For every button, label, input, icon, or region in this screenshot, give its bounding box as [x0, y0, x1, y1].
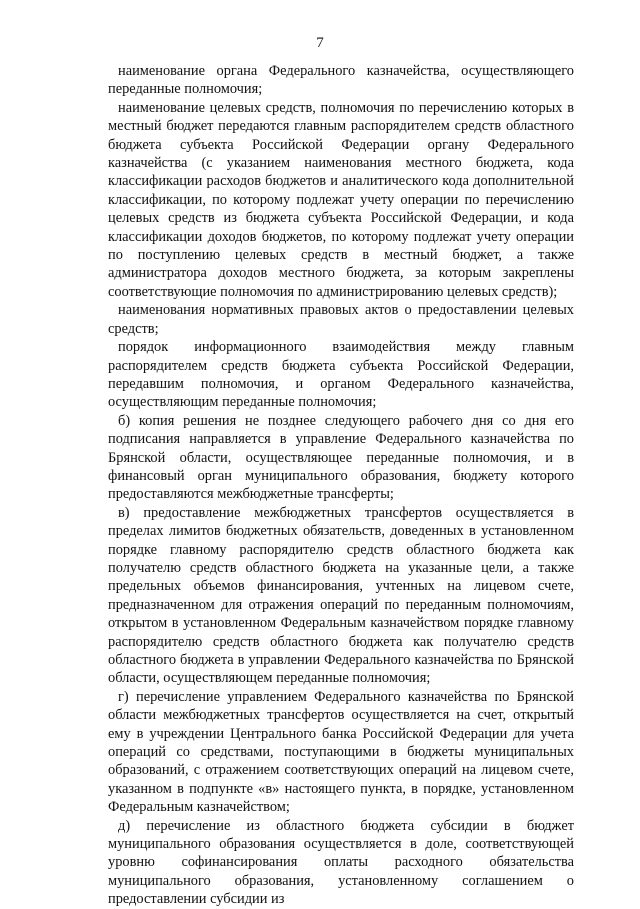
page-number: 7	[316, 35, 324, 51]
paragraph-item-v: в) предоставление межбюджетных трансфертов осуществляется в пределах лимитов бюджетных обязательств, доведенных в установленном порядке главному распорядителю средств областного бюджета как получателю средств областного бюджета на указанные цели, а также предельных объемов финансирования, учтенных на лицевом счете, предназначенном для отражения операций по переданным полномочиям, открытом в установленном Федеральным казначейством порядке главному распорядителю средств областного бюджета как получателю средств областного бюджета в управлении Федерального казначейства по Брянской области, осуществляющем переданные полномочия;	[108, 504, 574, 687]
paragraph-item-d: д) перечисление из областного бюджета субсидии в бюджет муниципального образования осуществляется в доле, соответствующей уровню софинансирования оплаты расходного обязательства муниципального образования, установленному соглашением о предоставлении субсидии из	[108, 817, 574, 908]
paragraph-item-g: г) перечисление управлением Федерального казначейства по Брянской области межбюджетных трансфертов осуществляется на счет, открытый ему в учреждении Центрального банка Российской Федерации для учета операций со средствами, поступающими в бюджеты муниципальных образований, с отражением соответствующих операций на лицевом счете, указанном в подпункте «в» настоящего пункта, в порядке, установленном Федеральным казначейством;	[108, 688, 574, 816]
paragraph-target-funds-name: наименование целевых средств, полномочия по перечислению которых в местный бюджет передаются главным распорядителем средств областного бюджета субъекта Российской Федерации органу Федерального казначейства (с указанием наименования местного бюджета, кода классификации расходов бюджетов и аналитического кода дополнительной классификации, по которому подлежат учету операции по перечислению целевых средств из бюджета субъекта Российской Федерации, и кода классификации доходов бюджетов, по которому подлежат учету операции по поступлению целевых средств в местный бюджет, а также администратора доходов местного бюджета, за которым закреплены соответствующие полномочия по администрированию целевых средств);	[108, 99, 574, 300]
paragraph-treasury-body-name: наименование органа Федерального казначейства, осуществляющего переданные полномочия;	[108, 63, 574, 98]
paragraph-item-b: б) копия решения не позднее следующего рабочего дня со дня его подписания направляется в управление Федерального казначейства по Брянской области, осуществляющее переданные полномочия, и в финансовый орган муниципального образования, бюджету которого предоставляются межбюджетные трансферты;	[108, 412, 574, 503]
document-body	[108, 62, 574, 909]
paragraph-interaction-procedure: порядок информационного взаимодействия между главным распорядителем средств бюджета субъекта Российской Федерации, передавшим полномочия, и органом Федерального казначейства, осуществляющим переданные полномочия;	[108, 339, 574, 411]
paragraph-normative-acts: наименования нормативных правовых актов о предоставлении целевых средств;	[108, 302, 574, 337]
